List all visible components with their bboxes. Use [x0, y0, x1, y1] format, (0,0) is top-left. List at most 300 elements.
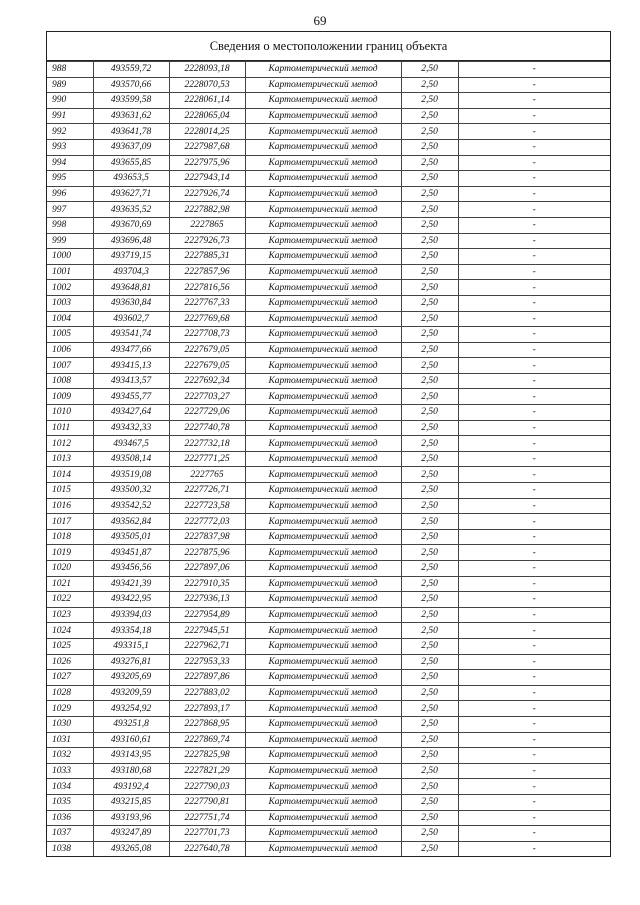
note-cell: -: [458, 264, 610, 280]
note-cell: -: [458, 638, 610, 654]
x-coordinate-cell: 493477,66: [93, 342, 169, 358]
table-body: [47, 62, 610, 857]
point-number-cell: 1003: [47, 295, 93, 311]
point-number-cell: 997: [47, 202, 93, 218]
table-row: [47, 638, 610, 654]
precision-cell: 2,50: [401, 217, 458, 233]
y-coordinate-cell: 2227640,78: [169, 841, 245, 856]
x-coordinate-cell: 493193,96: [93, 810, 169, 826]
precision-cell: 2,50: [401, 810, 458, 826]
point-number-cell: 991: [47, 108, 93, 124]
table-row: [47, 732, 610, 748]
y-coordinate-cell: 2227790,03: [169, 779, 245, 795]
y-coordinate-cell: 2227897,86: [169, 670, 245, 686]
point-number-cell: 988: [47, 62, 93, 78]
note-cell: -: [458, 529, 610, 545]
table-row: [47, 62, 610, 78]
x-coordinate-cell: 493519,08: [93, 467, 169, 483]
y-coordinate-cell: 2228093,18: [169, 62, 245, 78]
y-coordinate-cell: 2227751,74: [169, 810, 245, 826]
point-number-cell: 1010: [47, 405, 93, 421]
precision-cell: 2,50: [401, 763, 458, 779]
method-cell: Картометрический метод: [245, 77, 401, 93]
method-cell: Картометрический метод: [245, 638, 401, 654]
note-cell: -: [458, 498, 610, 514]
point-number-cell: 1009: [47, 389, 93, 405]
method-cell: Картометрический метод: [245, 654, 401, 670]
x-coordinate-cell: 493394,03: [93, 607, 169, 623]
note-cell: -: [458, 62, 610, 78]
note-cell: -: [458, 779, 610, 795]
x-coordinate-cell: 493251,8: [93, 716, 169, 732]
note-cell: -: [458, 607, 610, 623]
method-cell: Картометрический метод: [245, 623, 401, 639]
note-cell: -: [458, 139, 610, 155]
precision-cell: 2,50: [401, 779, 458, 795]
point-number-cell: 1018: [47, 529, 93, 545]
x-coordinate-cell: 493276,81: [93, 654, 169, 670]
point-number-cell: 1005: [47, 327, 93, 343]
table-row: [47, 108, 610, 124]
table-row: [47, 483, 610, 499]
precision-cell: 2,50: [401, 514, 458, 530]
x-coordinate-cell: 493354,18: [93, 623, 169, 639]
precision-cell: 2,50: [401, 373, 458, 389]
table-row: [47, 779, 610, 795]
precision-cell: 2,50: [401, 607, 458, 623]
x-coordinate-cell: 493602,7: [93, 311, 169, 327]
table-row: [47, 311, 610, 327]
note-cell: -: [458, 420, 610, 436]
note-cell: -: [458, 763, 610, 779]
x-coordinate-cell: 493648,81: [93, 280, 169, 296]
x-coordinate-cell: 493562,84: [93, 514, 169, 530]
note-cell: -: [458, 327, 610, 343]
precision-cell: 2,50: [401, 77, 458, 93]
y-coordinate-cell: 2227954,89: [169, 607, 245, 623]
x-coordinate-cell: 493413,57: [93, 373, 169, 389]
table-row: [47, 748, 610, 764]
method-cell: Картометрический метод: [245, 295, 401, 311]
note-cell: -: [458, 748, 610, 764]
method-cell: Картометрический метод: [245, 592, 401, 608]
table-row: [47, 841, 610, 856]
x-coordinate-cell: 493542,52: [93, 498, 169, 514]
table-row: [47, 77, 610, 93]
point-number-cell: 989: [47, 77, 93, 93]
precision-cell: 2,50: [401, 233, 458, 249]
y-coordinate-cell: 2228014,25: [169, 124, 245, 140]
table-row: [47, 810, 610, 826]
precision-cell: 2,50: [401, 327, 458, 343]
y-coordinate-cell: 2227885,31: [169, 249, 245, 265]
x-coordinate-cell: 493719,15: [93, 249, 169, 265]
x-coordinate-cell: 493500,32: [93, 483, 169, 499]
y-coordinate-cell: 2227679,05: [169, 342, 245, 358]
point-number-cell: 995: [47, 171, 93, 187]
x-coordinate-cell: 493508,14: [93, 451, 169, 467]
y-coordinate-cell: 2227875,96: [169, 545, 245, 561]
precision-cell: 2,50: [401, 295, 458, 311]
precision-cell: 2,50: [401, 264, 458, 280]
note-cell: -: [458, 389, 610, 405]
precision-cell: 2,50: [401, 529, 458, 545]
table-row: [47, 670, 610, 686]
precision-cell: 2,50: [401, 670, 458, 686]
point-number-cell: 1012: [47, 436, 93, 452]
precision-cell: 2,50: [401, 794, 458, 810]
table-row: [47, 607, 610, 623]
precision-cell: 2,50: [401, 732, 458, 748]
y-coordinate-cell: 2227816,56: [169, 280, 245, 296]
precision-cell: 2,50: [401, 451, 458, 467]
precision-cell: 2,50: [401, 202, 458, 218]
y-coordinate-cell: 2227723,58: [169, 498, 245, 514]
precision-cell: 2,50: [401, 654, 458, 670]
precision-cell: 2,50: [401, 545, 458, 561]
y-coordinate-cell: 2227769,68: [169, 311, 245, 327]
method-cell: Картометрический метод: [245, 467, 401, 483]
x-coordinate-cell: 493415,13: [93, 358, 169, 374]
method-cell: Картометрический метод: [245, 186, 401, 202]
point-number-cell: 1007: [47, 358, 93, 374]
table-row: [47, 358, 610, 374]
method-cell: Картометрический метод: [245, 171, 401, 187]
table-row: [47, 545, 610, 561]
note-cell: -: [458, 654, 610, 670]
y-coordinate-cell: 2227679,05: [169, 358, 245, 374]
boundary-table-sheet: [46, 31, 611, 857]
y-coordinate-cell: 2227926,73: [169, 233, 245, 249]
point-number-cell: 1000: [47, 249, 93, 265]
note-cell: -: [458, 77, 610, 93]
precision-cell: 2,50: [401, 561, 458, 577]
precision-cell: 2,50: [401, 171, 458, 187]
point-number-cell: 1035: [47, 794, 93, 810]
x-coordinate-cell: 493627,71: [93, 186, 169, 202]
y-coordinate-cell: 2227910,35: [169, 576, 245, 592]
note-cell: -: [458, 155, 610, 171]
point-number-cell: 1002: [47, 280, 93, 296]
method-cell: Картометрический метод: [245, 576, 401, 592]
table-row: [47, 171, 610, 187]
note-cell: -: [458, 93, 610, 109]
note-cell: -: [458, 342, 610, 358]
method-cell: Картометрический метод: [245, 93, 401, 109]
method-cell: Картометрический метод: [245, 794, 401, 810]
table-row: [47, 405, 610, 421]
point-number-cell: 1023: [47, 607, 93, 623]
note-cell: -: [458, 124, 610, 140]
method-cell: Картометрический метод: [245, 529, 401, 545]
precision-cell: 2,50: [401, 436, 458, 452]
precision-cell: 2,50: [401, 139, 458, 155]
y-coordinate-cell: 2227857,96: [169, 264, 245, 280]
x-coordinate-cell: 493427,64: [93, 405, 169, 421]
precision-cell: 2,50: [401, 420, 458, 436]
y-coordinate-cell: 2227726,71: [169, 483, 245, 499]
point-number-cell: 1020: [47, 561, 93, 577]
table-row: [47, 93, 610, 109]
point-number-cell: 1022: [47, 592, 93, 608]
table-row: [47, 295, 610, 311]
point-number-cell: 999: [47, 233, 93, 249]
x-coordinate-cell: 493655,85: [93, 155, 169, 171]
precision-cell: 2,50: [401, 249, 458, 265]
method-cell: Картометрический метод: [245, 732, 401, 748]
note-cell: -: [458, 483, 610, 499]
y-coordinate-cell: 2227708,73: [169, 327, 245, 343]
method-cell: Картометрический метод: [245, 685, 401, 701]
point-number-cell: 1021: [47, 576, 93, 592]
x-coordinate-cell: 493631,62: [93, 108, 169, 124]
table-row: [47, 701, 610, 717]
precision-cell: 2,50: [401, 701, 458, 717]
y-coordinate-cell: 2227962,71: [169, 638, 245, 654]
precision-cell: 2,50: [401, 93, 458, 109]
x-coordinate-cell: 493215,85: [93, 794, 169, 810]
x-coordinate-cell: 493653,5: [93, 171, 169, 187]
point-number-cell: 1019: [47, 545, 93, 561]
note-cell: -: [458, 716, 610, 732]
table-row: [47, 561, 610, 577]
table-row: [47, 794, 610, 810]
note-cell: -: [458, 217, 610, 233]
y-coordinate-cell: 2227825,98: [169, 748, 245, 764]
note-cell: -: [458, 108, 610, 124]
y-coordinate-cell: 2227943,14: [169, 171, 245, 187]
point-number-cell: 1017: [47, 514, 93, 530]
table-row: [47, 186, 610, 202]
precision-cell: 2,50: [401, 576, 458, 592]
point-number-cell: 1037: [47, 826, 93, 842]
x-coordinate-cell: 493160,61: [93, 732, 169, 748]
precision-cell: 2,50: [401, 716, 458, 732]
y-coordinate-cell: 2227945,51: [169, 623, 245, 639]
page-number: 69: [313, 13, 327, 28]
precision-cell: 2,50: [401, 108, 458, 124]
table-row: [47, 389, 610, 405]
method-cell: Картометрический метод: [245, 514, 401, 530]
table-row: [47, 202, 610, 218]
point-number-cell: 1008: [47, 373, 93, 389]
method-cell: Картометрический метод: [245, 498, 401, 514]
precision-cell: 2,50: [401, 685, 458, 701]
method-cell: Картометрический метод: [245, 405, 401, 421]
table-row: [47, 249, 610, 265]
method-cell: Картометрический метод: [245, 826, 401, 842]
note-cell: -: [458, 576, 610, 592]
x-coordinate-cell: 493315,1: [93, 638, 169, 654]
x-coordinate-cell: 493254,92: [93, 701, 169, 717]
table-row: [47, 155, 610, 171]
x-coordinate-cell: 493505,01: [93, 529, 169, 545]
note-cell: -: [458, 514, 610, 530]
x-coordinate-cell: 493192,4: [93, 779, 169, 795]
x-coordinate-cell: 493451,87: [93, 545, 169, 561]
note-cell: -: [458, 202, 610, 218]
table-caption: Сведения о местоположении границ объекта: [47, 32, 610, 61]
y-coordinate-cell: 2227701,73: [169, 826, 245, 842]
x-coordinate-cell: 493247,89: [93, 826, 169, 842]
note-cell: -: [458, 280, 610, 296]
x-coordinate-cell: 493455,77: [93, 389, 169, 405]
y-coordinate-cell: 2227893,17: [169, 701, 245, 717]
method-cell: Картометрический метод: [245, 420, 401, 436]
precision-cell: 2,50: [401, 841, 458, 856]
method-cell: Картометрический метод: [245, 451, 401, 467]
point-number-cell: 1030: [47, 716, 93, 732]
y-coordinate-cell: 2228070,53: [169, 77, 245, 93]
y-coordinate-cell: 2227703,27: [169, 389, 245, 405]
y-coordinate-cell: 2227729,06: [169, 405, 245, 421]
point-number-cell: 1004: [47, 311, 93, 327]
y-coordinate-cell: 2228061,14: [169, 93, 245, 109]
precision-cell: 2,50: [401, 498, 458, 514]
note-cell: -: [458, 810, 610, 826]
y-coordinate-cell: 2227837,98: [169, 529, 245, 545]
note-cell: -: [458, 249, 610, 265]
precision-cell: 2,50: [401, 483, 458, 499]
note-cell: -: [458, 436, 610, 452]
precision-cell: 2,50: [401, 592, 458, 608]
precision-cell: 2,50: [401, 358, 458, 374]
y-coordinate-cell: 2227732,18: [169, 436, 245, 452]
note-cell: -: [458, 732, 610, 748]
point-number-cell: 1015: [47, 483, 93, 499]
precision-cell: 2,50: [401, 389, 458, 405]
y-coordinate-cell: 2227821,29: [169, 763, 245, 779]
x-coordinate-cell: 493570,66: [93, 77, 169, 93]
precision-cell: 2,50: [401, 623, 458, 639]
y-coordinate-cell: 2227936,13: [169, 592, 245, 608]
precision-cell: 2,50: [401, 342, 458, 358]
point-number-cell: 994: [47, 155, 93, 171]
y-coordinate-cell: 2227740,78: [169, 420, 245, 436]
precision-cell: 2,50: [401, 155, 458, 171]
point-number-cell: 1011: [47, 420, 93, 436]
note-cell: -: [458, 592, 610, 608]
y-coordinate-cell: 2227883,02: [169, 685, 245, 701]
method-cell: Картометрический метод: [245, 436, 401, 452]
x-coordinate-cell: 493456,56: [93, 561, 169, 577]
method-cell: Картометрический метод: [245, 139, 401, 155]
table-row: [47, 373, 610, 389]
note-cell: -: [458, 451, 610, 467]
table-row: [47, 420, 610, 436]
x-coordinate-cell: 493205,69: [93, 670, 169, 686]
note-cell: -: [458, 171, 610, 187]
note-cell: -: [458, 295, 610, 311]
method-cell: Картометрический метод: [245, 264, 401, 280]
method-cell: Картометрический метод: [245, 202, 401, 218]
y-coordinate-cell: 2227692,34: [169, 373, 245, 389]
note-cell: -: [458, 794, 610, 810]
table-row: [47, 592, 610, 608]
point-number-cell: 996: [47, 186, 93, 202]
note-cell: -: [458, 358, 610, 374]
table-row: [47, 139, 610, 155]
y-coordinate-cell: 2227869,74: [169, 732, 245, 748]
method-cell: Картометрический метод: [245, 545, 401, 561]
x-coordinate-cell: 493143,95: [93, 748, 169, 764]
x-coordinate-cell: 493670,69: [93, 217, 169, 233]
precision-cell: 2,50: [401, 62, 458, 78]
method-cell: Картометрический метод: [245, 561, 401, 577]
y-coordinate-cell: 2228065,04: [169, 108, 245, 124]
x-coordinate-cell: 493432,33: [93, 420, 169, 436]
y-coordinate-cell: 2227865: [169, 217, 245, 233]
precision-cell: 2,50: [401, 280, 458, 296]
point-number-cell: 1038: [47, 841, 93, 856]
x-coordinate-cell: 493704,3: [93, 264, 169, 280]
method-cell: Картометрический метод: [245, 327, 401, 343]
y-coordinate-cell: 2227987,68: [169, 139, 245, 155]
x-coordinate-cell: 493599,58: [93, 93, 169, 109]
method-cell: Картометрический метод: [245, 217, 401, 233]
precision-cell: 2,50: [401, 405, 458, 421]
point-number-cell: 1001: [47, 264, 93, 280]
table-row: [47, 264, 610, 280]
note-cell: -: [458, 623, 610, 639]
x-coordinate-cell: 493641,78: [93, 124, 169, 140]
y-coordinate-cell: 2227975,96: [169, 155, 245, 171]
method-cell: Картометрический метод: [245, 233, 401, 249]
y-coordinate-cell: 2227868,95: [169, 716, 245, 732]
note-cell: -: [458, 373, 610, 389]
table-row: [47, 623, 610, 639]
x-coordinate-cell: 493265,08: [93, 841, 169, 856]
method-cell: Картометрический метод: [245, 124, 401, 140]
note-cell: -: [458, 311, 610, 327]
y-coordinate-cell: 2227790,81: [169, 794, 245, 810]
point-number-cell: 1014: [47, 467, 93, 483]
point-number-cell: 1027: [47, 670, 93, 686]
x-coordinate-cell: 493422,95: [93, 592, 169, 608]
point-number-cell: 1025: [47, 638, 93, 654]
method-cell: Картометрический метод: [245, 389, 401, 405]
table-row: [47, 576, 610, 592]
method-cell: Картометрический метод: [245, 779, 401, 795]
table-row: [47, 529, 610, 545]
precision-cell: 2,50: [401, 638, 458, 654]
method-cell: Картометрический метод: [245, 748, 401, 764]
note-cell: -: [458, 186, 610, 202]
precision-cell: 2,50: [401, 467, 458, 483]
point-number-cell: 1033: [47, 763, 93, 779]
point-number-cell: 990: [47, 93, 93, 109]
x-coordinate-cell: 493559,72: [93, 62, 169, 78]
table-row: [47, 498, 610, 514]
method-cell: Картометрический метод: [245, 342, 401, 358]
y-coordinate-cell: 2227926,74: [169, 186, 245, 202]
y-coordinate-cell: 2227767,33: [169, 295, 245, 311]
table-row: [47, 716, 610, 732]
method-cell: Картометрический метод: [245, 810, 401, 826]
table-row: [47, 685, 610, 701]
precision-cell: 2,50: [401, 124, 458, 140]
method-cell: Картометрический метод: [245, 373, 401, 389]
table-row: [47, 280, 610, 296]
method-cell: Картометрический метод: [245, 280, 401, 296]
point-number-cell: 1032: [47, 748, 93, 764]
x-coordinate-cell: 493421,39: [93, 576, 169, 592]
method-cell: Картометрический метод: [245, 358, 401, 374]
precision-cell: 2,50: [401, 311, 458, 327]
table-row: [47, 124, 610, 140]
x-coordinate-cell: 493630,84: [93, 295, 169, 311]
precision-cell: 2,50: [401, 186, 458, 202]
